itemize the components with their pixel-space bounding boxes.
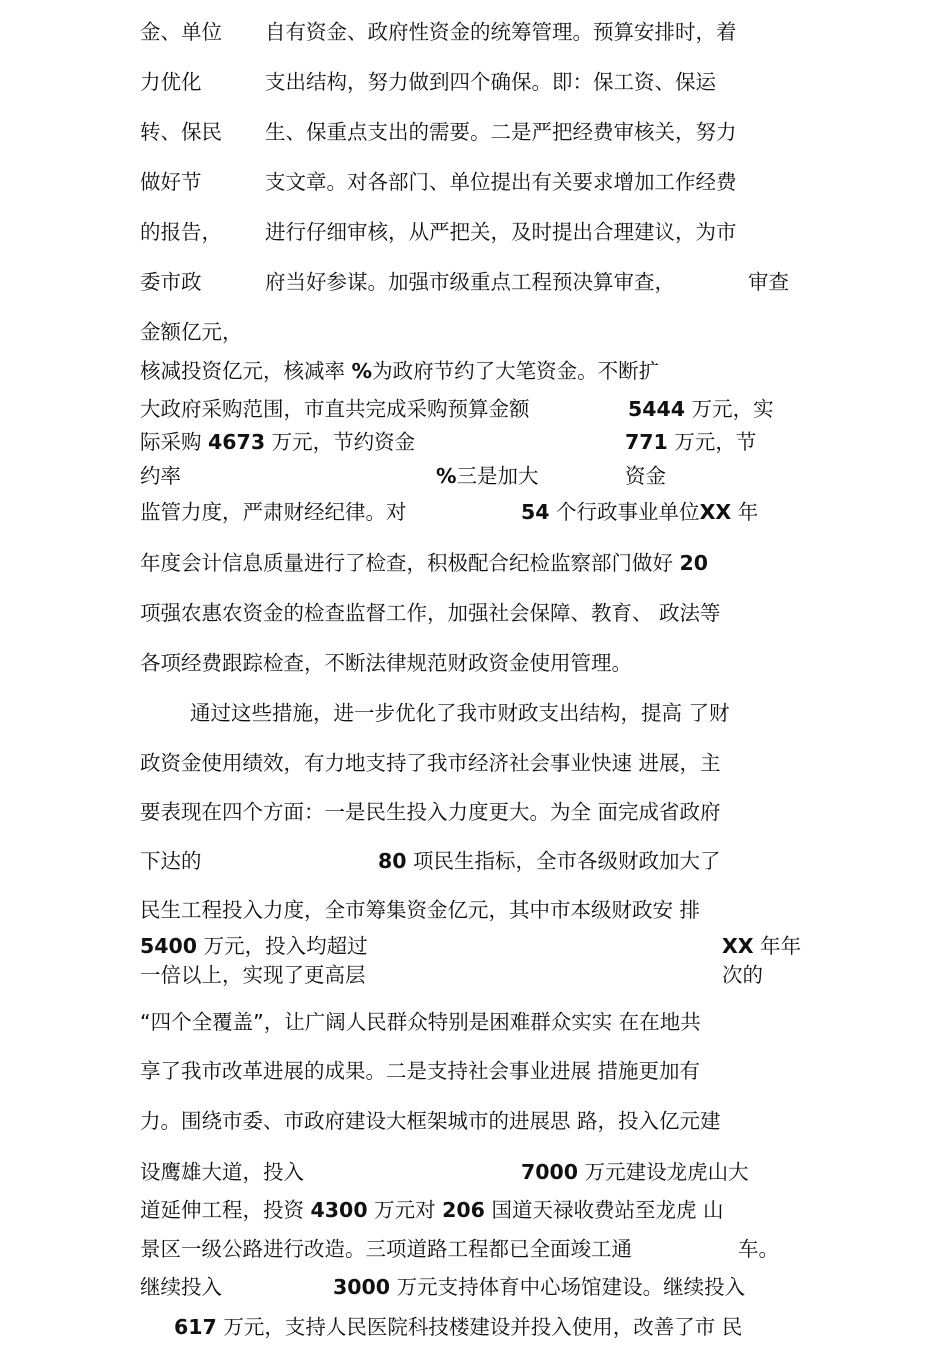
text-line: 支文章。对各部门、单位提出有关要求增加工作经费	[265, 170, 737, 194]
text-line: 771 万元，节	[625, 430, 757, 454]
text-line: 的报告，	[140, 220, 222, 244]
text-line: %三是加大	[436, 464, 539, 488]
text-line: 力优化	[140, 70, 202, 94]
text-line: 54 个行政事业单位XX 年	[521, 500, 759, 524]
text-line: 委市政	[140, 270, 202, 294]
text-line: 车。	[738, 1237, 779, 1261]
text-line: 80 项民生指标，全市各级财政加大了	[378, 849, 721, 873]
text-line: 力。围绕市委、市政府建设大框架城市的进展思 路，投入亿元建	[140, 1109, 721, 1133]
text-line: 要表现在四个方面：一是民生投入力度更大。为全 面完成省政府	[140, 800, 721, 824]
text-line: 金、单位	[140, 20, 222, 44]
text-line: 5400 万元，投入均超过	[140, 934, 368, 958]
text-line: 金额亿元，	[140, 320, 243, 344]
text-line: 设鹰雄大道，投入	[140, 1160, 304, 1184]
text-line: 府当好参谋。加强市级重点工程预决算审查，	[265, 270, 675, 294]
text-line: 通过这些措施，进一步优化了我市财政支出结构，提高 了财	[190, 701, 730, 725]
text-line: 资金	[625, 464, 666, 488]
text-line: 道延伸工程，投资 4300 万元对 206 国道天禄收费站至龙虎 山	[140, 1198, 724, 1222]
text-line: 617 万元，支持人民医院科技楼建设并投入使用，改善了市 民	[174, 1315, 743, 1339]
text-line: 生、保重点支出的需要。二是严把经费审核关，努力	[265, 120, 737, 144]
text-line: 5444 万元，实	[628, 397, 774, 421]
text-line: 转、保民	[140, 120, 222, 144]
text-line: 7000 万元建设龙虎山大	[521, 1160, 749, 1184]
text-line: 审查	[748, 270, 789, 294]
text-line: 进行仔细审核，从严把关，及时提出合理建议，为市	[265, 220, 737, 244]
text-line: 大政府采购范围，市直共完成采购预算金额	[140, 397, 530, 421]
text-line: 一倍以上，实现了更高层	[140, 963, 366, 987]
text-line: 核减投资亿元，核减率 %为政府节约了大笔资金。不断扩	[140, 359, 660, 383]
text-line: 做好节	[140, 170, 202, 194]
text-line: 继续投入	[140, 1275, 222, 1299]
text-line: 次的	[722, 963, 763, 987]
text-line: 政资金使用绩效，有力地支持了我市经济社会事业快速 进展，主	[140, 751, 721, 775]
text-line: “四个全覆盖”，让广阔人民群众特别是困难群众实实 在在地共	[140, 1010, 701, 1034]
text-line: 民生工程投入力度，全市筹集资金亿元，其中市本级财政安 排	[140, 898, 701, 922]
text-line: XX 年年	[722, 934, 802, 958]
text-line: 约率	[140, 464, 181, 488]
text-line: 年度会计信息质量进行了检查，积极配合纪检监察部门做好 20	[140, 551, 709, 575]
text-line: 景区一级公路进行改造。三项道路工程都已全面竣工通	[140, 1237, 632, 1261]
text-line: 支出结构，努力做到四个确保。即：保工资、保运	[265, 70, 716, 94]
text-line: 3000 万元支持体育中心场馆建设。继续投入	[333, 1275, 746, 1299]
text-line: 下达的	[140, 849, 202, 873]
text-line: 自有资金、政府性资金的统筹管理。预算安排时，着	[265, 20, 737, 44]
text-line: 际采购 4673 万元，节约资金	[140, 430, 416, 454]
text-line: 各项经费跟踪检查，不断法律规范财政资金使用管理。	[140, 651, 632, 675]
text-line: 监管力度，严肃财经纪律。对	[140, 500, 407, 524]
text-line: 项强农惠农资金的检查监督工作，加强社会保障、教育、 政法等	[140, 601, 721, 625]
text-line: 享了我市改革进展的成果。二是支持社会事业进展 措施更加有	[140, 1059, 701, 1083]
